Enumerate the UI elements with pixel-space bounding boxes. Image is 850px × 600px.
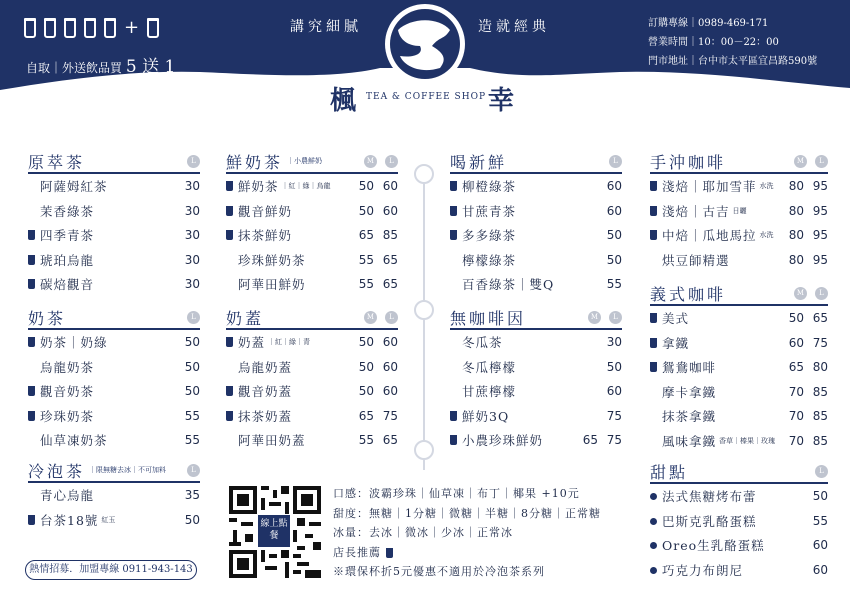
section-title: 奶蓋 bbox=[226, 308, 265, 328]
item-name: 阿華田鮮奶 bbox=[238, 277, 306, 293]
option-recommend: 店長推薦 bbox=[333, 543, 601, 563]
menu-item bbox=[650, 533, 828, 558]
item-price: 85 bbox=[812, 409, 828, 424]
item-name: 甘蔗檸檬 bbox=[462, 384, 517, 400]
brand-char-1: 楓 bbox=[330, 86, 357, 116]
item-price: 85 bbox=[382, 228, 398, 243]
menu-item bbox=[450, 223, 622, 248]
section-title: 奶茶 bbox=[28, 308, 67, 328]
item-note: 水洗 bbox=[759, 231, 774, 240]
brand-subtitle: TEA & COFFEE SHOP bbox=[366, 92, 487, 102]
item-price: 60 bbox=[382, 384, 398, 399]
item-price: 80 bbox=[788, 203, 804, 218]
item-name: 風味拿鐵 bbox=[662, 433, 717, 449]
menu-item bbox=[28, 248, 200, 273]
size-badge-m: M bbox=[794, 287, 807, 300]
menu-section bbox=[650, 460, 828, 582]
section-header bbox=[226, 306, 398, 330]
menu-item bbox=[650, 331, 828, 356]
item-name: 碳焙觀音 bbox=[40, 277, 95, 293]
menu-section bbox=[28, 306, 200, 453]
item-name: 觀音鮮奶 bbox=[238, 203, 293, 219]
cup-icon bbox=[226, 181, 233, 191]
item-name: 冬瓜茶 bbox=[462, 335, 503, 351]
section-title: 鮮奶茶 bbox=[226, 152, 284, 172]
option-ice: 冰量：去冰｜微冰｜少冰｜正常冰 bbox=[333, 526, 513, 539]
cup-icon bbox=[450, 411, 457, 421]
menu-item bbox=[450, 355, 622, 380]
hours: 營業時間｜10：00－22：00 bbox=[648, 37, 779, 48]
menu-item bbox=[28, 199, 200, 224]
item-name: 柳橙綠茶 bbox=[462, 179, 517, 195]
item-price: 80 bbox=[788, 252, 804, 267]
section-note: ｜小農鮮奶 bbox=[287, 157, 323, 165]
contact-info bbox=[648, 14, 817, 71]
size-badge-l: L bbox=[609, 311, 622, 324]
cup-icon bbox=[226, 386, 233, 396]
menu-item bbox=[450, 272, 622, 297]
section-title: 無咖啡因 bbox=[450, 308, 527, 328]
item-price: 55 bbox=[184, 433, 200, 448]
item-name: 珍珠奶茶 bbox=[40, 408, 95, 424]
item-price: 50 bbox=[184, 512, 200, 527]
item-price: 60 bbox=[382, 359, 398, 374]
menu-section bbox=[226, 150, 398, 297]
cup-icon bbox=[24, 18, 36, 38]
item-name: 淺焙｜耶加雪菲 bbox=[662, 179, 757, 195]
item-price: 95 bbox=[812, 179, 828, 194]
item-price: 70 bbox=[788, 433, 804, 448]
section-title: 冷泡茶 bbox=[28, 461, 86, 481]
menu-item bbox=[226, 428, 398, 453]
cup-icon bbox=[147, 18, 159, 38]
item-name: 茉香綠茶 bbox=[40, 203, 95, 219]
item-price: 30 bbox=[184, 179, 200, 194]
menu-item bbox=[226, 272, 398, 297]
item-price: 50 bbox=[812, 489, 828, 504]
item-name: 奶茶｜奶綠 bbox=[40, 335, 108, 351]
cup-icon bbox=[226, 206, 233, 216]
section-title: 甜點 bbox=[650, 462, 689, 482]
item-name: 法式焦糖烤布蕾 bbox=[662, 489, 757, 505]
menu-item bbox=[650, 484, 828, 509]
item-price: 50 bbox=[606, 252, 622, 267]
item-name: 烘豆師精選 bbox=[662, 252, 730, 268]
item-name: 阿薩姆紅茶 bbox=[40, 179, 108, 195]
item-price: 60 bbox=[606, 384, 622, 399]
item-name: 台茶18號 bbox=[40, 512, 99, 528]
item-price: 75 bbox=[606, 433, 622, 448]
option-note: ※環保杯折5元優惠不適用於冷泡茶系列 bbox=[333, 565, 545, 578]
item-price: 60 bbox=[788, 335, 804, 350]
section-header bbox=[28, 459, 200, 483]
brand-char-2: 幸 bbox=[488, 86, 515, 116]
section-note: ｜限無糖去冰｜不可加料 bbox=[89, 466, 167, 474]
item-name: 檸檬綠茶 bbox=[462, 252, 517, 268]
item-price: 50 bbox=[358, 335, 374, 350]
section-header bbox=[450, 150, 622, 174]
menu-item bbox=[28, 355, 200, 380]
item-price: 60 bbox=[382, 179, 398, 194]
item-name: 摩卡拿鐵 bbox=[662, 384, 717, 400]
section-title: 手沖咖啡 bbox=[650, 152, 727, 172]
menu-section bbox=[450, 150, 622, 297]
cup-icon bbox=[450, 230, 457, 240]
item-note: 水洗 bbox=[759, 182, 774, 191]
item-price: 55 bbox=[184, 408, 200, 423]
menu-section bbox=[226, 306, 398, 453]
item-name: Oreo生乳酪蛋糕 bbox=[662, 538, 765, 554]
item-name: 多多綠茶 bbox=[462, 228, 517, 244]
section-header bbox=[28, 306, 200, 330]
menu-section bbox=[650, 282, 828, 453]
menu-item bbox=[28, 223, 200, 248]
section-title: 原萃茶 bbox=[28, 152, 86, 172]
cup-icon bbox=[28, 255, 35, 265]
item-price: 95 bbox=[812, 252, 828, 267]
menu-item bbox=[226, 330, 398, 355]
item-price: 30 bbox=[184, 277, 200, 292]
item-name: 巧克力布朗尼 bbox=[662, 562, 744, 578]
item-price: 65 bbox=[582, 433, 598, 448]
section-title: 喝新鮮 bbox=[450, 152, 508, 172]
item-price: 75 bbox=[812, 335, 828, 350]
item-price: 60 bbox=[606, 179, 622, 194]
menu-item bbox=[226, 248, 398, 273]
cup-icon bbox=[650, 206, 657, 216]
menu-item bbox=[650, 404, 828, 429]
menu-item bbox=[28, 379, 200, 404]
item-price: 80 bbox=[788, 228, 804, 243]
menu-item bbox=[650, 558, 828, 583]
menu-item bbox=[650, 223, 828, 248]
cup-icon bbox=[84, 18, 96, 38]
item-name: 小農珍珠鮮奶 bbox=[462, 433, 544, 449]
slogan-right: 造就經典 bbox=[478, 19, 550, 35]
menu-item bbox=[450, 379, 622, 404]
item-price: 95 bbox=[812, 228, 828, 243]
item-price: 65 bbox=[382, 252, 398, 267]
item-name: 珍珠鮮奶茶 bbox=[238, 252, 306, 268]
item-name: 鴛鴦咖啡 bbox=[662, 360, 717, 376]
item-price: 75 bbox=[382, 408, 398, 423]
item-name: 冬瓜檸檬 bbox=[462, 359, 517, 375]
item-price: 70 bbox=[788, 384, 804, 399]
size-badge-m: M bbox=[588, 311, 601, 324]
menu-item bbox=[450, 248, 622, 273]
item-price: 65 bbox=[382, 277, 398, 292]
menu-item bbox=[450, 174, 622, 199]
cup-icon bbox=[386, 548, 393, 558]
menu-item bbox=[28, 174, 200, 199]
item-name: 觀音奶茶 bbox=[40, 384, 95, 400]
item-name: 抹茶拿鐵 bbox=[662, 409, 717, 425]
item-price: 85 bbox=[812, 384, 828, 399]
menu-item bbox=[650, 355, 828, 380]
size-badge-l: L bbox=[385, 155, 398, 168]
menu-item bbox=[650, 199, 828, 224]
item-price: 50 bbox=[358, 203, 374, 218]
menu-section bbox=[28, 459, 200, 532]
item-price: 75 bbox=[606, 408, 622, 423]
phone: 訂購專線｜0989-469-171 bbox=[648, 18, 769, 29]
menu-item bbox=[226, 174, 398, 199]
cup-icon bbox=[28, 337, 35, 347]
cup-icon bbox=[650, 338, 657, 348]
item-price: 60 bbox=[382, 335, 398, 350]
size-badge-l: L bbox=[609, 155, 622, 168]
item-name: 拿鐵 bbox=[662, 335, 690, 351]
cup-icon bbox=[650, 181, 657, 191]
menu-item bbox=[28, 404, 200, 429]
item-name: 美式 bbox=[662, 311, 690, 327]
item-name: 奶蓋 bbox=[238, 335, 266, 351]
menu-item bbox=[226, 355, 398, 380]
item-name: 抹茶鮮奶 bbox=[238, 228, 293, 244]
size-badge-l: L bbox=[815, 465, 828, 478]
size-badge-m: M bbox=[364, 311, 377, 324]
item-price: 50 bbox=[788, 311, 804, 326]
item-name: 阿華田奶蓋 bbox=[238, 433, 306, 449]
menu-item bbox=[28, 428, 200, 453]
divider-dot bbox=[414, 440, 434, 460]
item-price: 80 bbox=[812, 360, 828, 375]
item-price: 65 bbox=[358, 408, 374, 423]
cup-icon bbox=[450, 435, 457, 445]
item-price: 50 bbox=[184, 384, 200, 399]
item-price: 60 bbox=[382, 203, 398, 218]
menu-item bbox=[226, 199, 398, 224]
cup-icon bbox=[104, 18, 116, 38]
cup-icon bbox=[650, 230, 657, 240]
item-price: 30 bbox=[184, 252, 200, 267]
menu-section bbox=[650, 150, 828, 272]
section-header bbox=[650, 282, 828, 306]
cup-icon bbox=[226, 337, 233, 347]
cup-icon bbox=[28, 279, 35, 289]
option-toppings: 口感：波霸珍珠｜仙草凍｜布丁｜椰果 +10元 bbox=[333, 487, 580, 500]
item-note: ｜紅｜綠｜青 bbox=[268, 338, 311, 347]
item-price: 55 bbox=[358, 277, 374, 292]
size-badge-l: L bbox=[815, 287, 828, 300]
item-price: 50 bbox=[184, 359, 200, 374]
item-price: 60 bbox=[812, 562, 828, 577]
item-name: 仙草凍奶茶 bbox=[40, 433, 108, 449]
item-name: 琥珀烏龍 bbox=[40, 252, 95, 268]
item-price: 55 bbox=[812, 513, 828, 528]
size-badge-l: L bbox=[187, 155, 200, 168]
item-name: 中焙｜瓜地馬拉 bbox=[662, 228, 757, 244]
section-header bbox=[28, 150, 200, 174]
cup-icon bbox=[64, 18, 76, 38]
item-price: 50 bbox=[358, 384, 374, 399]
section-header bbox=[226, 150, 398, 174]
cup-icon bbox=[226, 230, 233, 240]
menu-item bbox=[450, 404, 622, 429]
item-price: 50 bbox=[606, 228, 622, 243]
item-price: 95 bbox=[812, 203, 828, 218]
menu-item bbox=[28, 272, 200, 297]
item-note: 香草｜榛果｜玫瑰 bbox=[719, 436, 776, 445]
divider-dot bbox=[414, 164, 434, 184]
item-price: 85 bbox=[812, 433, 828, 448]
item-price: 55 bbox=[606, 277, 622, 292]
item-price: 50 bbox=[358, 359, 374, 374]
slogan-left: 講究細膩 bbox=[290, 19, 362, 35]
menu-item bbox=[28, 330, 200, 355]
divider-line bbox=[423, 170, 425, 470]
item-name: 抹茶奶蓋 bbox=[238, 408, 293, 424]
item-name: 淺焙｜古吉 bbox=[662, 203, 730, 219]
menu-item bbox=[650, 380, 828, 405]
section-header bbox=[450, 306, 622, 330]
item-price: 70 bbox=[788, 409, 804, 424]
recruit-badge: 熱情招募．加盟專線 0911-943-143 bbox=[25, 560, 197, 580]
menu-item bbox=[28, 483, 200, 508]
item-price: 55 bbox=[358, 252, 374, 267]
cup-icon bbox=[28, 411, 35, 421]
bullet-icon bbox=[650, 542, 657, 549]
cup-icon bbox=[650, 362, 657, 372]
cup-icon bbox=[28, 515, 35, 525]
divider-dot bbox=[414, 300, 434, 320]
menu-item bbox=[650, 509, 828, 534]
item-price: 30 bbox=[184, 203, 200, 218]
menu-item bbox=[226, 379, 398, 404]
item-name: 甘蔗青茶 bbox=[462, 203, 517, 219]
menu-item bbox=[450, 330, 622, 355]
item-price: 65 bbox=[358, 228, 374, 243]
section-title: 義式咖啡 bbox=[650, 284, 727, 304]
size-badge-l: L bbox=[187, 464, 200, 477]
cup-icons bbox=[24, 18, 159, 38]
item-price: 65 bbox=[382, 433, 398, 448]
item-price: 65 bbox=[788, 360, 804, 375]
plus-sign: + bbox=[124, 17, 140, 38]
item-price: 30 bbox=[606, 335, 622, 350]
address: 門市地址｜台中市太平區宜昌路590號 bbox=[648, 56, 818, 67]
bullet-icon bbox=[650, 493, 657, 500]
promo-deal: 5 送 1 bbox=[125, 57, 176, 77]
item-note: ｜紅｜綠｜烏龍 bbox=[281, 182, 331, 191]
item-name: 四季青茶 bbox=[40, 228, 95, 244]
item-price: 60 bbox=[606, 203, 622, 218]
size-badge-l: L bbox=[187, 311, 200, 324]
menu-item bbox=[450, 199, 622, 224]
item-note: 紅玉 bbox=[101, 515, 116, 524]
item-price: 50 bbox=[358, 179, 374, 194]
menu-section bbox=[450, 306, 622, 453]
item-name: 烏龍奶茶 bbox=[40, 359, 95, 375]
cup-icon bbox=[28, 386, 35, 396]
menu-item bbox=[28, 508, 200, 533]
menu-item bbox=[226, 223, 398, 248]
cup-icon bbox=[450, 206, 457, 216]
item-price: 65 bbox=[812, 311, 828, 326]
cup-icon bbox=[650, 313, 657, 323]
cup-icon bbox=[28, 230, 35, 240]
options-panel bbox=[333, 484, 601, 582]
bullet-icon bbox=[650, 518, 657, 525]
item-name: 烏龍奶蓋 bbox=[238, 359, 293, 375]
item-price: 30 bbox=[184, 228, 200, 243]
menu-item bbox=[650, 174, 828, 199]
size-badge-l: L bbox=[815, 155, 828, 168]
item-price: 50 bbox=[606, 359, 622, 374]
menu-item bbox=[650, 429, 828, 454]
item-price: 55 bbox=[358, 433, 374, 448]
menu-item bbox=[650, 248, 828, 273]
menu-section bbox=[28, 150, 200, 297]
item-name: 巴斯克乳酪蛋糕 bbox=[662, 513, 757, 529]
size-badge-m: M bbox=[364, 155, 377, 168]
qr-label: 線上點餐 bbox=[258, 515, 290, 547]
item-name: 百香綠茶｜雙Q bbox=[462, 277, 555, 293]
menu-item bbox=[450, 428, 622, 453]
menu-item bbox=[650, 306, 828, 331]
item-price: 60 bbox=[812, 538, 828, 553]
promo-text: 自取｜外送飲品買 5 送 1 bbox=[26, 57, 176, 77]
menu-item bbox=[226, 404, 398, 429]
cup-icon bbox=[44, 18, 56, 38]
section-header bbox=[650, 460, 828, 484]
item-name: 觀音奶蓋 bbox=[238, 384, 293, 400]
item-price: 35 bbox=[184, 488, 200, 503]
item-name: 鮮奶茶 bbox=[238, 179, 279, 195]
option-sweetness: 甜度：無糖｜1分糖｜微糖｜半糖｜8分糖｜正常糖 bbox=[333, 506, 601, 520]
size-badge-m: M bbox=[794, 155, 807, 168]
section-header bbox=[650, 150, 828, 174]
item-price: 80 bbox=[788, 179, 804, 194]
item-name: 青心烏龍 bbox=[40, 488, 95, 504]
item-note: 日曬 bbox=[732, 206, 747, 215]
cup-icon bbox=[450, 181, 457, 191]
item-name: 鮮奶3Q bbox=[462, 408, 510, 424]
cup-icon bbox=[226, 411, 233, 421]
bullet-icon bbox=[650, 567, 657, 574]
size-badge-l: L bbox=[385, 311, 398, 324]
item-price: 50 bbox=[184, 335, 200, 350]
